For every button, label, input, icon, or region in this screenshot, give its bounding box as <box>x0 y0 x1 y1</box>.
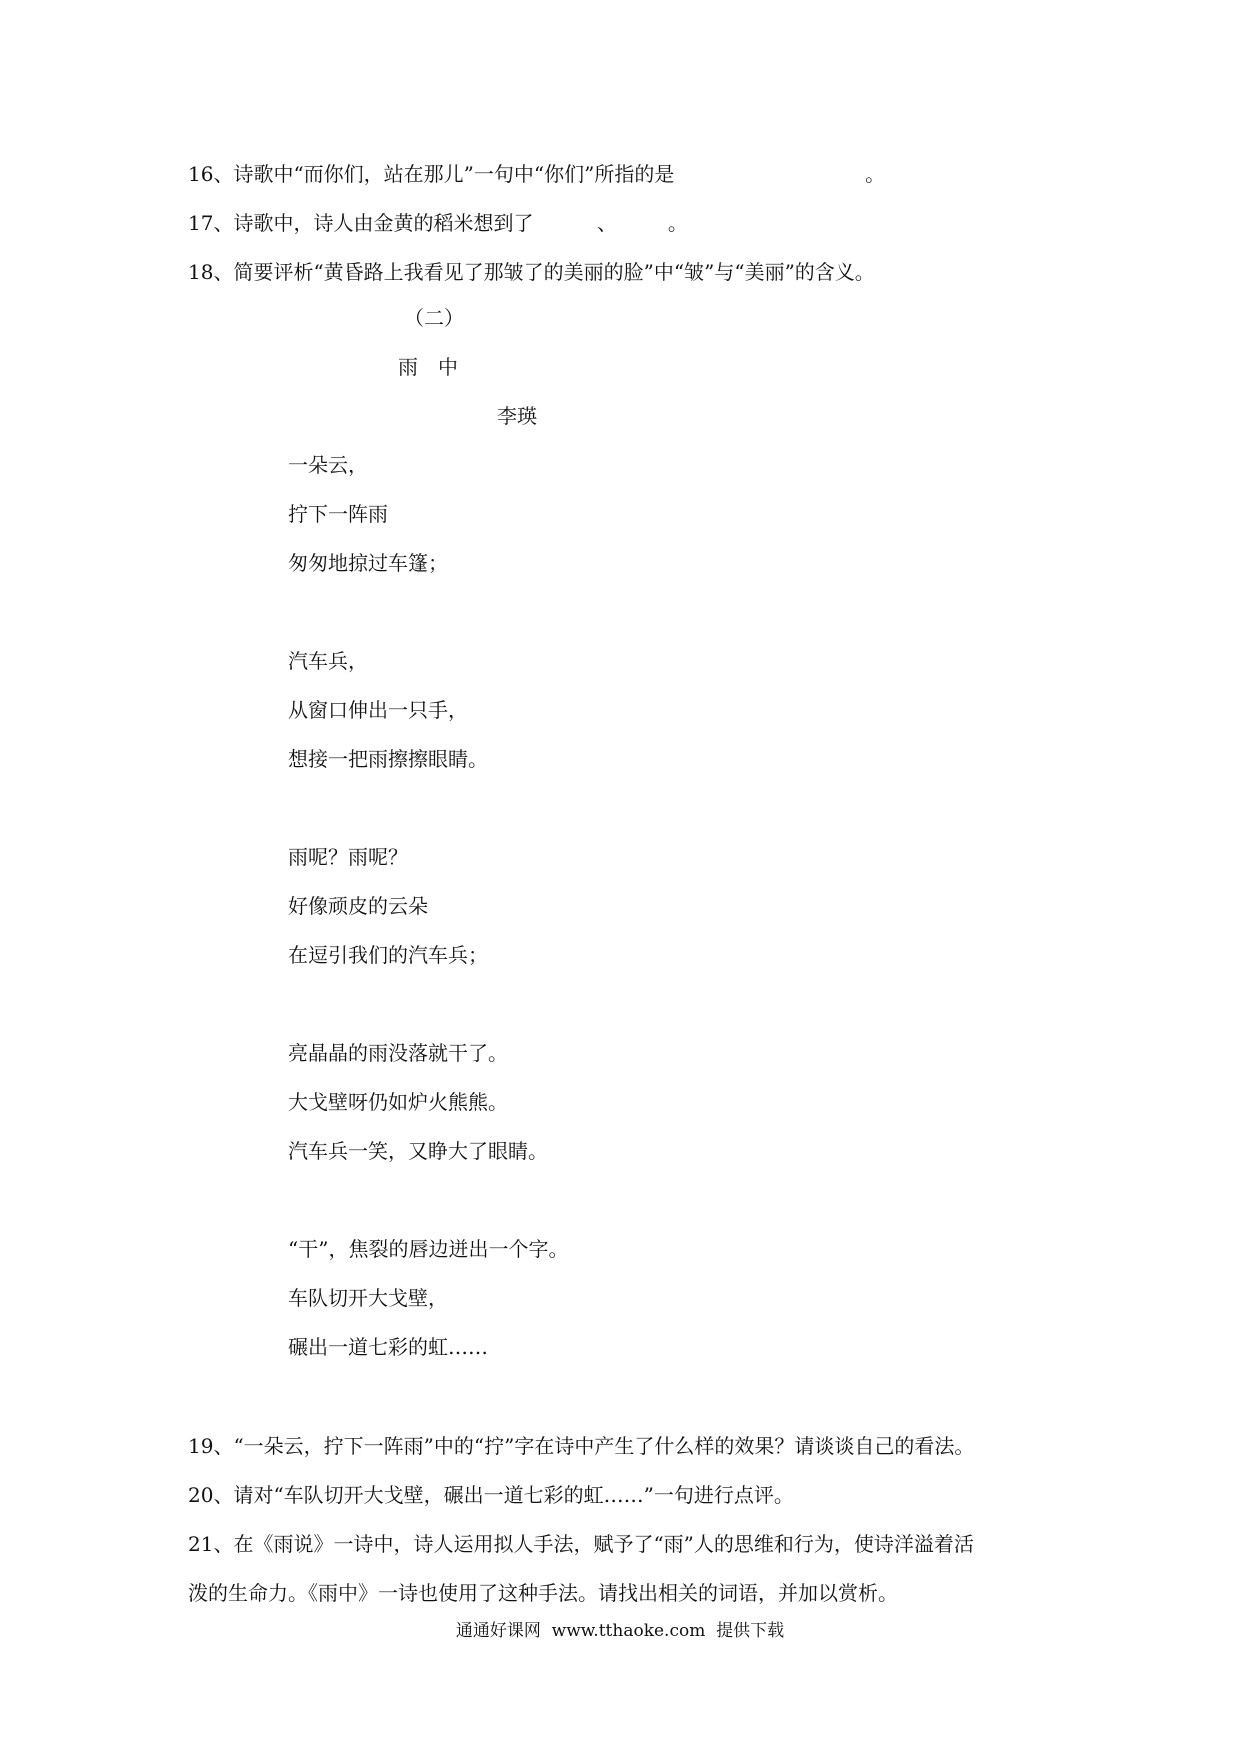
poem-line: “干”，焦裂的唇边迸出一个字。 <box>288 1237 569 1261</box>
poem-line: 好像顽皮的云朵 <box>288 894 428 918</box>
poem-line: 雨呢？雨呢？ <box>288 845 408 869</box>
question-20: 20、请对“车队切开大戈壁，碾出一道七彩的虹……”一句进行点评。 <box>188 1483 794 1507</box>
question-21-continued: 泼的生命力。《雨中》一诗也使用了这种手法。请找出相关的词语，并加以赏析。 <box>188 1581 898 1605</box>
question-17: 17、诗歌中，诗人由金黄的稻米想到了 、 。 <box>188 211 688 235</box>
section-number: （二） <box>404 306 464 330</box>
poem-line: 汽车兵一笑，又睁大了眼睛。 <box>288 1139 548 1163</box>
poem-line: 碾出一道七彩的虹…… <box>288 1335 488 1359</box>
question-16: 16、诗歌中“而你们，站在那儿”一句中“你们”所指的是 。 <box>188 162 886 186</box>
poem-author: 李瑛 <box>497 404 537 428</box>
poem-line: 汽车兵， <box>288 649 368 673</box>
question-18: 18、简要评析“黄昏路上我看见了那皱了的美丽的脸”中“皱”与“美丽”的含义。 <box>188 260 875 284</box>
question-19: 19、“一朵云，拧下一阵雨”中的“拧”字在诗中产生了什么样的效果？请谈谈自己的看法。 <box>188 1434 975 1458</box>
poem-line: 想接一把雨擦擦眼睛。 <box>288 747 488 771</box>
poem-line: 匆匆地掠过车篷； <box>288 551 448 575</box>
poem-line: 亮晶晶的雨没落就干了。 <box>288 1041 508 1065</box>
poem-line: 在逗引我们的汽车兵； <box>288 943 488 967</box>
poem-line: 拧下一阵雨 <box>288 502 388 526</box>
poem-line: 从窗口伸出一只手， <box>288 698 468 722</box>
page-footer: 通通好课网 www.tthaoke.com 提供下载 <box>455 1621 785 1641</box>
poem-line: 大戈壁呀仍如炉火熊熊。 <box>288 1090 508 1114</box>
poem-title: 雨中 <box>398 355 478 379</box>
poem-line: 一朵云， <box>288 453 368 477</box>
poem-line: 车队切开大戈壁， <box>288 1286 448 1310</box>
question-21: 21、在《雨说》一诗中，诗人运用拟人手法，赋予了“雨”人的思维和行为，使诗洋溢着活 <box>188 1532 974 1556</box>
